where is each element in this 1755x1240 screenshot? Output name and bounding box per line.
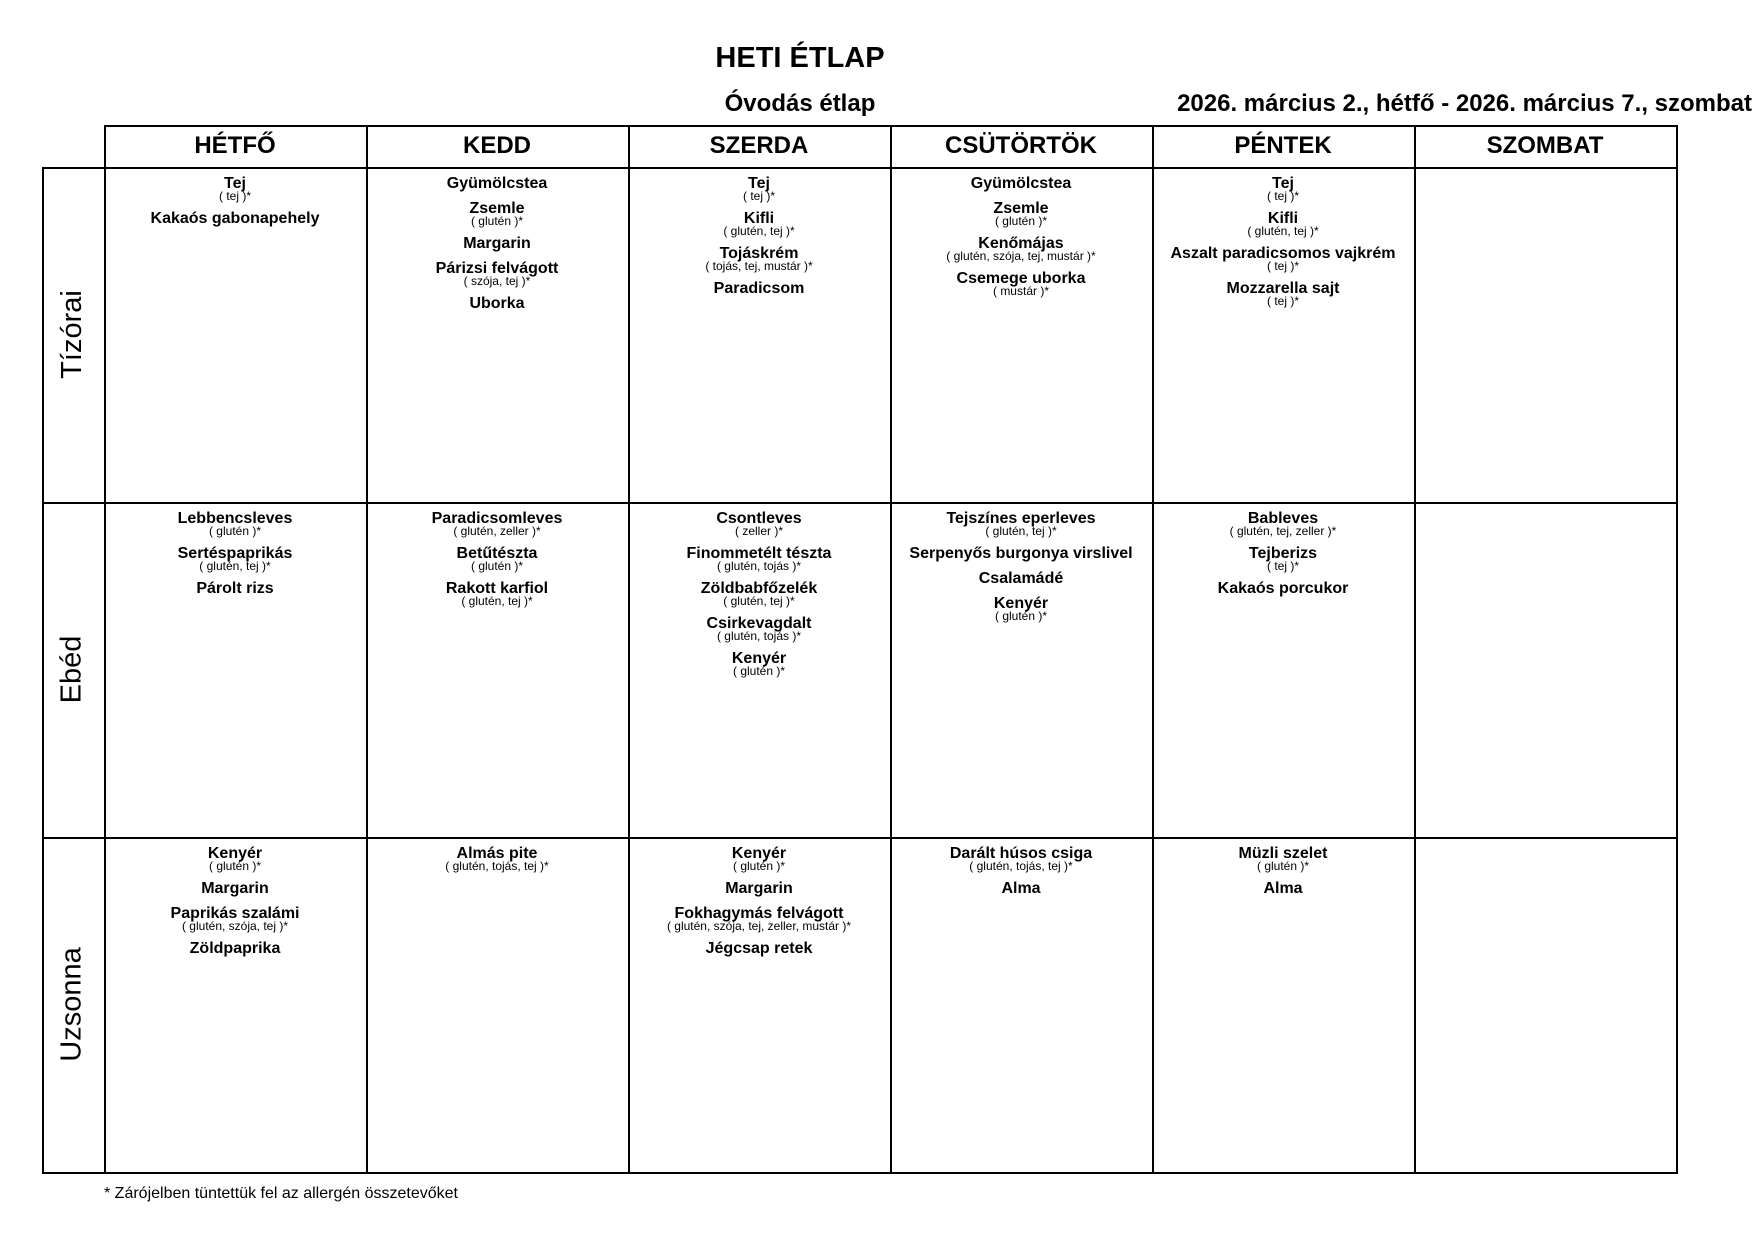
menu-item-name: Betűtészta [456, 545, 538, 562]
menu-subtitle: Óvodás étlap [724, 90, 876, 117]
menu-item [716, 510, 801, 537]
menu-item [706, 940, 813, 957]
menu-item-name: Kakaós gabonapehely [150, 210, 320, 227]
column-border [1676, 125, 1678, 1174]
menu-item [469, 295, 524, 312]
day-header: SZOMBAT [1486, 132, 1604, 159]
meal-label-text: Uzsonna [55, 947, 88, 1062]
menu-item-name: Gyümölcstea [970, 175, 1072, 192]
menu-item-name: Párolt rizs [196, 580, 274, 597]
menu-item-name: Finommetélt tészta [686, 545, 832, 562]
menu-item [219, 175, 251, 202]
menu-item-name: Margarin [201, 880, 269, 897]
menu-cell [1414, 837, 1676, 1172]
menu-cell [628, 837, 890, 1172]
menu-item [723, 210, 794, 237]
menu-item [178, 545, 293, 572]
menu-item-name: Kifli [743, 210, 775, 227]
menu-item-name: Tejszínes eperleves [946, 510, 1096, 527]
menu-cell [366, 502, 628, 837]
menu-item-allergens: ( glutén )* [208, 859, 262, 873]
menu-item [946, 235, 1095, 262]
menu-item-allergens: ( glutén, tojás, tej )* [969, 859, 1073, 873]
menu-item-name: Kenyér [731, 845, 787, 862]
menu-item [208, 845, 262, 872]
menu-item-name: Tej [748, 175, 770, 192]
menu-item [1227, 280, 1340, 307]
menu-cell [1152, 837, 1414, 1172]
menu-item-name: Zsemle [469, 200, 525, 217]
meal-label-text: Tízórai [55, 290, 88, 379]
menu-item [993, 200, 1048, 227]
menu-item [1001, 880, 1040, 897]
menu-cell [104, 837, 366, 1172]
menu-item [178, 510, 293, 537]
menu-cell [1152, 502, 1414, 837]
menu-item-allergens: ( glutén, tej )* [985, 524, 1057, 538]
menu-item [1249, 545, 1317, 572]
menu-cell [890, 167, 1152, 502]
menu-item-name: Kenőmájas [978, 235, 1064, 252]
menu-item [1171, 245, 1396, 272]
menu-item-allergens: ( glutén, tej )* [199, 559, 271, 573]
menu-item-name: Lebbencsleves [177, 510, 293, 527]
menu-item [979, 570, 1064, 587]
menu-item-allergens: ( glutén, zeller )* [453, 524, 541, 538]
meal-label-text: Ebéd [55, 635, 88, 704]
menu-item [732, 650, 786, 677]
menu-item-name: Párizsi felvágott [435, 260, 559, 277]
menu-item [714, 280, 805, 297]
menu-item [725, 880, 793, 897]
menu-item [971, 175, 1071, 192]
menu-item-allergens: ( tojás, tej, mustár )* [705, 259, 813, 273]
menu-item-name: Paradicsom [713, 280, 805, 297]
menu-item-allergens: ( szója, tej )* [463, 274, 531, 288]
menu-item [446, 580, 548, 607]
day-header: KEDD [462, 132, 531, 159]
menu-item [687, 545, 832, 572]
menu-item [171, 905, 300, 932]
menu-item [1247, 210, 1318, 237]
menu-cell [366, 837, 628, 1172]
menu-item-allergens: ( glutén )* [732, 664, 786, 678]
menu-item-name: Zöldbabfőzelék [700, 580, 818, 597]
menu-item [432, 510, 563, 537]
menu-item [445, 845, 548, 872]
menu-item-name: Kifli [1267, 210, 1299, 227]
menu-item [201, 880, 269, 897]
menu-item [994, 595, 1048, 622]
menu-item [1239, 845, 1328, 872]
menu-item-allergens: ( glutén, tojás, tej )* [445, 859, 549, 873]
menu-item [436, 260, 559, 287]
menu-item-allergens: ( tej )* [218, 189, 251, 203]
menu-item [457, 545, 538, 572]
menu-cell [104, 167, 366, 502]
menu-item-name: Kenyér [207, 845, 263, 862]
menu-item-allergens: ( tej )* [1266, 294, 1299, 308]
menu-item [705, 245, 812, 272]
menu-cell [890, 837, 1152, 1172]
day-header: HÉTFŐ [194, 132, 276, 159]
menu-item-allergens: ( glutén, tojás )* [716, 559, 802, 573]
menu-item-name: Almás pite [456, 845, 538, 862]
day-header: PÉNTEK [1234, 132, 1332, 159]
menu-item-allergens: ( tej )* [1266, 559, 1299, 573]
menu-item [447, 175, 547, 192]
menu-item-allergens: ( zeller )* [734, 524, 783, 538]
menu-item [707, 615, 812, 642]
menu-item-name: Margarin [725, 880, 793, 897]
menu-item-name: Tej [1272, 175, 1294, 192]
menu-item-allergens: ( tej )* [742, 189, 775, 203]
menu-item-name: Fokhagymás felvágott [674, 905, 844, 922]
menu-item-name: Tej [224, 175, 246, 192]
day-header: CSÜTÖRTÖK [945, 132, 1097, 159]
menu-item-name: Csemege uborka [956, 270, 1086, 287]
menu-item [1267, 175, 1299, 202]
menu-item-allergens: ( glutén, tojás )* [716, 629, 802, 643]
menu-item-name: Margarin [463, 235, 531, 252]
menu-item-allergens: ( glutén, szója, tej )* [181, 919, 289, 933]
menu-item-name: Jégcsap retek [705, 940, 813, 957]
menu-item-name: Tejberizs [1248, 545, 1318, 562]
menu-item [190, 940, 281, 957]
menu-item-allergens: ( mustár )* [992, 284, 1049, 298]
menu-item [469, 200, 524, 227]
menu-item-allergens: ( glutén )* [994, 214, 1047, 228]
menu-item-allergens: ( glutén, tej, zeller )* [1229, 524, 1337, 538]
menu-item-allergens: ( tej )* [1266, 189, 1299, 203]
menu-cell [104, 502, 366, 837]
menu-item-allergens: ( glutén, tej )* [723, 224, 795, 238]
menu-item [957, 270, 1086, 297]
menu-item [950, 845, 1092, 872]
menu-item-name: Gyümölcstea [446, 175, 548, 192]
menu-item [701, 580, 817, 607]
menu-item-allergens: ( glutén )* [208, 524, 261, 538]
menu-item [1230, 510, 1337, 537]
menu-item [1263, 880, 1302, 897]
menu-item-name: Sertéspaprikás [177, 545, 293, 562]
menu-item-name: Kenyér [731, 650, 787, 667]
menu-item-allergens: ( glutén, szója, tej, mustár )* [946, 249, 1096, 263]
date-range: 2026. március 2., hétfő - 2026. március 7., szombat [1177, 90, 1752, 117]
menu-item-name: Mozzarella sajt [1226, 280, 1340, 297]
menu-item-allergens: ( glutén, tej )* [461, 594, 533, 608]
menu-cell [1414, 167, 1676, 502]
menu-item-allergens: ( glutén, tej )* [723, 594, 795, 608]
menu-item-name: Zsemle [993, 200, 1049, 217]
menu-item [1218, 580, 1349, 597]
row-border [42, 1172, 1678, 1174]
menu-item-name: Kenyér [993, 595, 1049, 612]
menu-item-allergens: ( tej )* [1266, 259, 1299, 273]
menu-item-allergens: ( glutén )* [732, 859, 786, 873]
menu-item-name: Alma [1263, 880, 1303, 897]
menu-cell [628, 167, 890, 502]
menu-item-allergens: ( glutén )* [994, 609, 1048, 623]
menu-item-allergens: ( glutén, szója, tej, zeller, mustár )* [666, 919, 852, 933]
menu-item [463, 235, 531, 252]
menu-item-name: Paprikás szalámi [170, 905, 300, 922]
page-title: HETI ÉTLAP [715, 42, 885, 74]
menu-item-allergens: ( glutén, tej )* [1247, 224, 1319, 238]
menu-item-allergens: ( glutén )* [1256, 859, 1310, 873]
menu-item-name: Zöldpaprika [189, 940, 281, 957]
menu-item [743, 175, 775, 202]
menu-item-name: Müzli szelet [1238, 845, 1328, 862]
menu-item-name: Csalamádé [978, 570, 1064, 587]
menu-cell [366, 167, 628, 502]
menu-item [909, 545, 1132, 562]
menu-item [946, 510, 1095, 537]
meal-label [42, 502, 102, 837]
menu-cell [1152, 167, 1414, 502]
menu-item-allergens: ( glutén )* [470, 559, 524, 573]
menu-item [667, 905, 851, 932]
menu-item-name: Darált húsos csiga [949, 845, 1093, 862]
menu-item [151, 210, 320, 227]
meal-label [42, 167, 102, 502]
menu-item [196, 580, 273, 597]
menu-cell [628, 502, 890, 837]
allergen-footnote: * Zárójelben tüntettük fel az allergén összetevőket [104, 1185, 458, 1202]
day-header: SZERDA [709, 132, 809, 159]
menu-cell [1414, 502, 1676, 837]
menu-item [732, 845, 786, 872]
menu-cell [890, 502, 1152, 837]
menu-item-name: Kakaós porcukor [1217, 580, 1349, 597]
menu-item-name: Rakott karfiol [445, 580, 549, 597]
menu-item-name: Alma [1001, 880, 1041, 897]
menu-item-allergens: ( glutén )* [470, 214, 523, 228]
menu-item-name: Uborka [469, 295, 525, 312]
menu-item-name: Bableves [1247, 510, 1319, 527]
menu-item-name: Csirkevagdalt [706, 615, 812, 632]
meal-label [42, 837, 102, 1172]
menu-item-name: Aszalt paradicsomos vajkrém [1170, 245, 1396, 262]
menu-item-name: Csontleves [716, 510, 802, 527]
menu-item-name: Serpenyős burgonya virslivel [909, 545, 1133, 562]
menu-item-name: Paradicsomleves [431, 510, 563, 527]
menu-item-name: Tojáskrém [719, 245, 799, 262]
